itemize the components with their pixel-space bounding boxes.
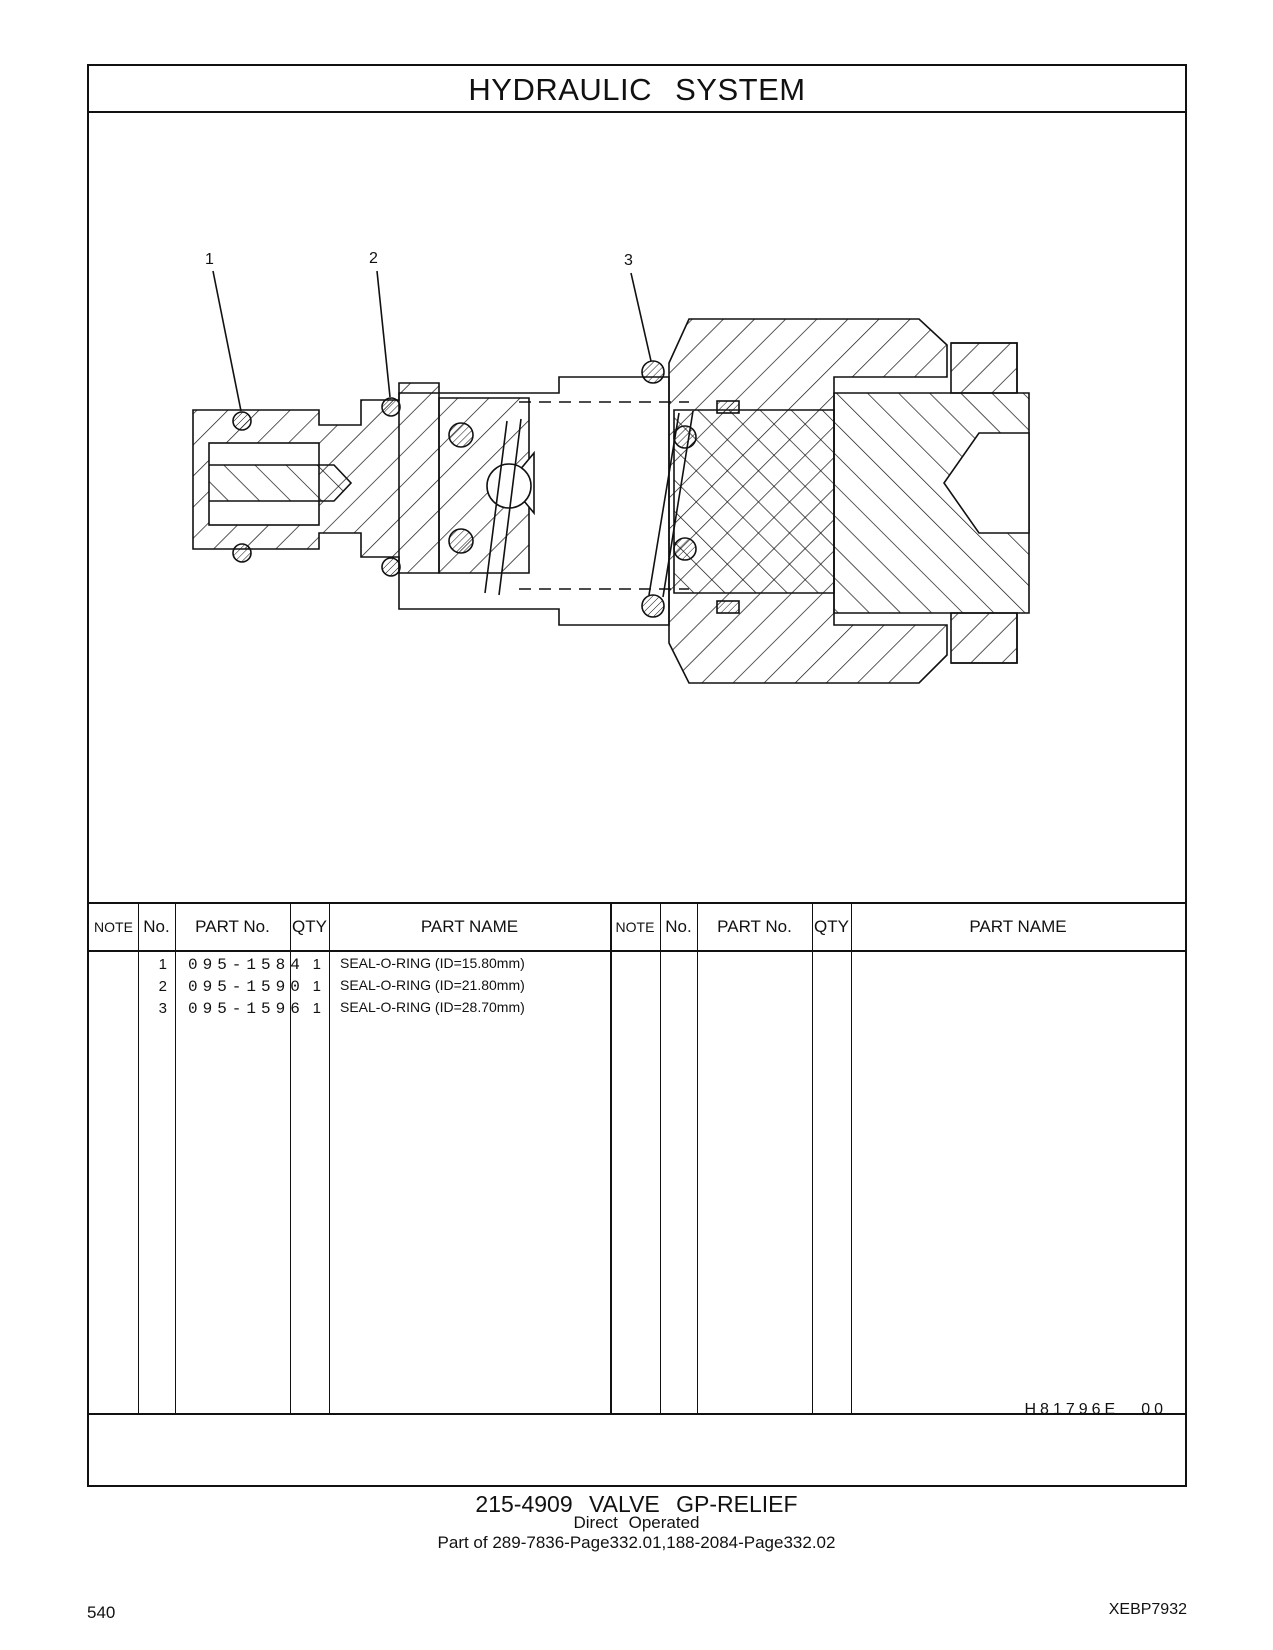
drawing-code: H81796E	[1024, 1401, 1120, 1418]
header-part-no: PART No.	[195, 917, 270, 936]
col-divider	[812, 904, 813, 1413]
drawing-rev: 00	[1141, 1401, 1167, 1418]
row-2-name: SEAL-O-RING (ID=21.80mm)	[340, 977, 525, 993]
header-part-name: PART NAME	[969, 917, 1067, 936]
row-2-qty: 1	[312, 978, 321, 995]
col-divider	[329, 904, 330, 1413]
row-1-qty: 1	[312, 956, 321, 973]
col-divider	[610, 904, 612, 1413]
header-qty: QTY	[814, 917, 849, 936]
row-3-no: 3	[158, 1000, 167, 1017]
header-qty: QTY	[292, 917, 327, 936]
col-divider	[851, 904, 852, 1413]
header-rule	[89, 950, 1185, 952]
callout-3: 3	[624, 252, 633, 269]
header-note: NOTE	[94, 919, 133, 935]
drawing-id	[1024, 1401, 1167, 1419]
row-1-part-no: 095-1584	[188, 956, 305, 974]
row-2-part-no: 095-1590	[188, 978, 305, 996]
header-part-name: PART NAME	[420, 917, 519, 936]
col-divider	[175, 904, 176, 1413]
callout-1: 1	[205, 251, 214, 268]
parts-sheet-frame	[87, 64, 1187, 1487]
caption-subtitle: Direct Operated	[573, 1513, 700, 1532]
exploded-view-drawing	[89, 113, 1185, 903]
page-title: HYDRAULIC SYSTEM	[89, 66, 1185, 113]
row-3-name: SEAL-O-RING (ID=28.70mm)	[340, 999, 525, 1015]
header-note: NOTE	[615, 919, 655, 935]
header-part-no: PART No.	[717, 917, 792, 936]
valve-cross-section	[89, 113, 1185, 903]
caption-part-of: Part of 289-7836-Page332.01,188-2084-Page332.02	[437, 1533, 836, 1552]
col-divider	[697, 904, 698, 1413]
page-number: 540	[87, 1603, 116, 1622]
caption-title: 215-4909 VALVE GP-RELIEF	[475, 1491, 798, 1517]
row-1-no: 1	[158, 956, 167, 973]
row-3-part-no: 095-1596	[188, 1000, 305, 1018]
parts-list-table	[89, 902, 1185, 1415]
publication-code: XEBP7932	[1108, 1601, 1187, 1618]
header-no: No.	[143, 917, 170, 936]
header-no: No.	[665, 917, 692, 936]
col-divider	[660, 904, 661, 1413]
callout-2: 2	[369, 250, 378, 267]
row-2-no: 2	[158, 978, 167, 995]
row-3-qty: 1	[312, 1000, 321, 1017]
row-1-name: SEAL-O-RING (ID=15.80mm)	[340, 955, 525, 971]
